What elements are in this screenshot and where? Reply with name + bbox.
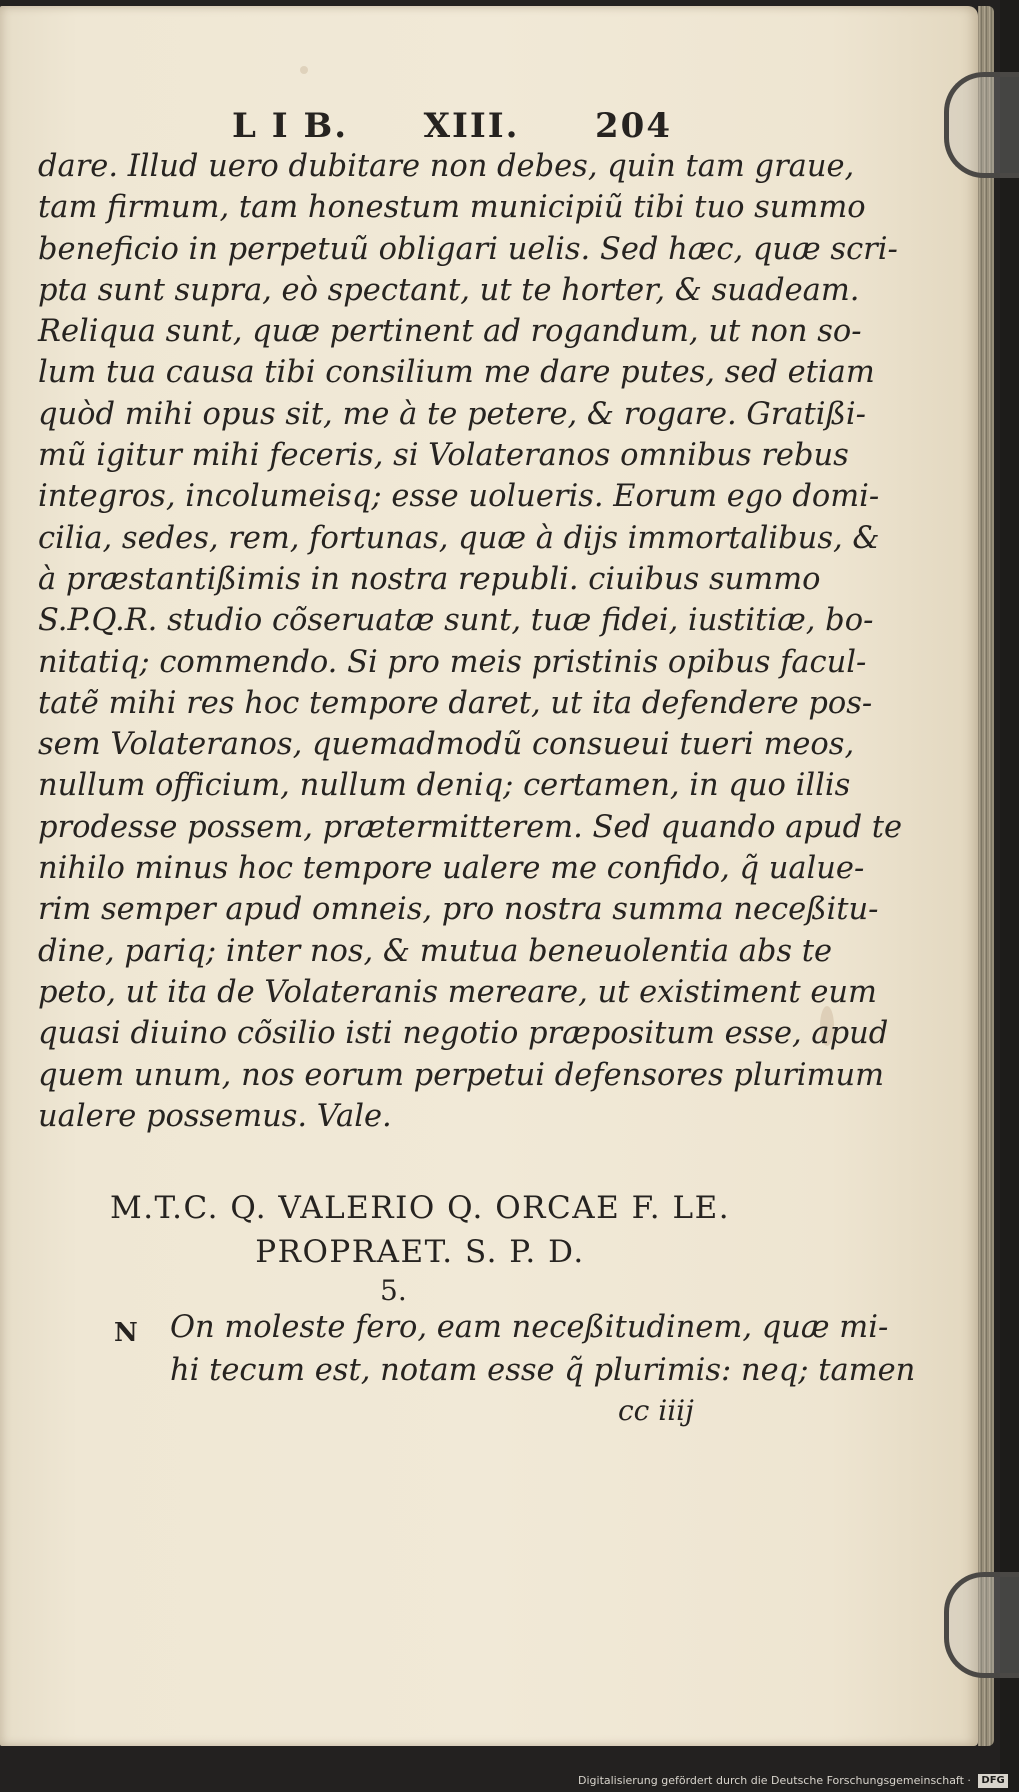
letter-heading bbox=[70, 1186, 770, 1274]
text-line: rim semper apud omneis, pro nostra summa neceßitu- bbox=[38, 892, 879, 928]
text-line: quasi diuino cõsilio isti negotio præpositum esse, apud bbox=[38, 1016, 889, 1052]
text-line: ualere possemus. Vale. bbox=[38, 1098, 392, 1134]
text-line: quem unum, nos eorum perpetui defensores plurimum bbox=[38, 1057, 885, 1093]
letter-opening bbox=[170, 1306, 916, 1392]
text-line: sem Volateranos, quemadmodũ consueui tueri meos, bbox=[38, 727, 855, 763]
text-line: lum tua causa tibi consilium me dare putes, sed etiam bbox=[38, 355, 875, 391]
text-line: tatẽ mihi res hoc tempore daret, ut ita defendere pos- bbox=[38, 685, 873, 721]
letter-body bbox=[38, 146, 903, 1137]
initial-letter: N bbox=[114, 1318, 138, 1348]
digitization-footer bbox=[578, 1772, 1008, 1790]
text-line: hi tecum est, notam esse q̃ plurimis: neq; tamen bbox=[170, 1353, 916, 1388]
text-line: mũ igitur mihi feceris, si Volateranos omnibus rebus bbox=[38, 438, 849, 474]
text-line: dine, pariq; inter nos, & mutua beneuolentia abs te bbox=[38, 933, 833, 969]
text-line: prodesse possem, prætermitterem. Sed quando apud te bbox=[38, 809, 903, 845]
dfg-logo: DFG bbox=[978, 1774, 1007, 1788]
book-page bbox=[0, 6, 978, 1746]
text-line: nullum officium, nullum deniq; certamen, in quo illis bbox=[38, 768, 851, 804]
running-head-book: L I B. bbox=[232, 106, 349, 146]
text-line: dare. Illud uero dubitare non debes, quin tam graue, bbox=[38, 149, 855, 184]
running-head bbox=[232, 106, 672, 146]
signature-mark: cc iiij bbox=[618, 1394, 694, 1427]
text-line: quòd mihi opus sit, me à te petere, & rogare. Gratißi- bbox=[38, 396, 866, 432]
text-line: pta sunt supra, eò spectant, ut te horter, & suadeam. bbox=[38, 272, 860, 308]
letter-heading-line: M.T.C. Q. VALERIO Q. ORCAE F. LE. bbox=[109, 1190, 731, 1226]
text-line: à præstantißimis in nostra republi. ciuibus summo bbox=[38, 561, 821, 597]
footer-text: Digitalisierung gefördert durch die Deutsche Forschungsgemeinschaft · bbox=[578, 1774, 971, 1787]
text-line: nihilo minus hoc tempore ualere me confido, q̃ ualue- bbox=[38, 851, 865, 887]
text-line: Reliqua sunt, quæ pertinent ad rogandum, ut non so- bbox=[38, 314, 862, 350]
text-line: On moleste fero, eam neceßitudinem, quæ mi- bbox=[170, 1310, 889, 1345]
paper-stain bbox=[300, 66, 308, 74]
text-line: cilia, sedes, rem, fortunas, quæ à dijs immortalibus, & bbox=[38, 520, 880, 556]
book-clip bbox=[944, 1572, 1019, 1678]
page-stack-edge bbox=[978, 6, 994, 1746]
book-clip bbox=[944, 72, 1019, 178]
text-line: peto, ut ita de Volateranis mereare, ut existiment eum bbox=[38, 974, 877, 1010]
text-line: tam firmum, tam honestum municipiũ tibi tuo summo bbox=[38, 190, 866, 226]
text-line: integros, incolumeisq; esse uolueris. Eorum ego domi- bbox=[38, 479, 880, 515]
text-line: S.P.Q.R. studio cõseruatæ sunt, tuæ fidei, iustitiæ, bo- bbox=[38, 603, 874, 639]
text-line: nitatiq; commendo. Si pro meis pristinis opibus facul- bbox=[38, 644, 867, 680]
running-head-number: XIII. bbox=[423, 106, 520, 146]
text-line: beneficio in perpetuũ obligari uelis. Sed hæc, quæ scri- bbox=[38, 231, 898, 267]
letter-heading-line: PROPRAET. S. P. D. bbox=[255, 1234, 585, 1270]
page-number: 204 bbox=[595, 106, 672, 146]
letter-number: 5. bbox=[380, 1274, 407, 1307]
